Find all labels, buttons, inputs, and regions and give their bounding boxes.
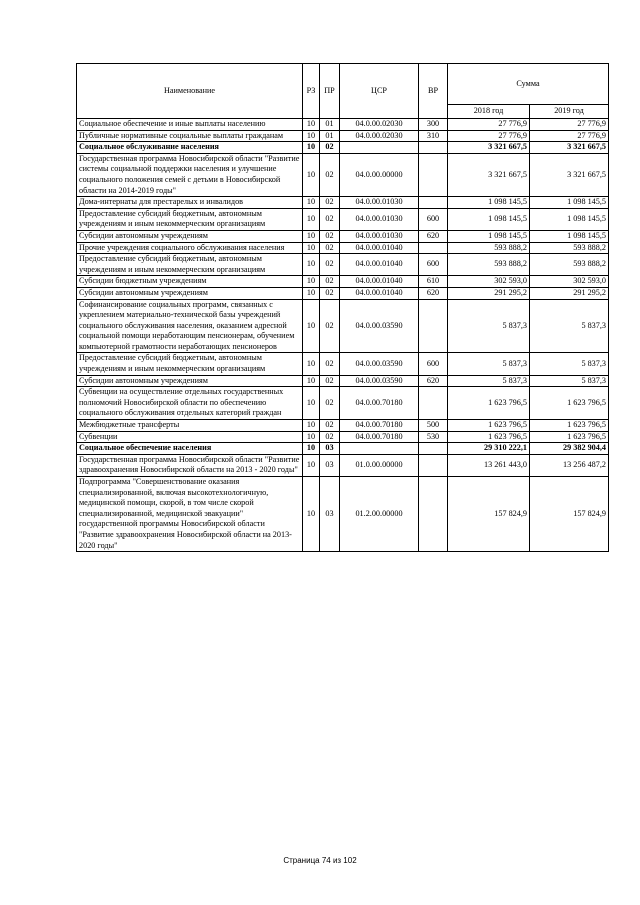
cell-csr: 04.0.00.01040 <box>340 254 419 276</box>
cell-rz: 10 <box>303 454 320 476</box>
cell-pr: 02 <box>320 142 340 154</box>
cell-2018: 1 098 145,5 <box>448 197 530 209</box>
cell-name: Предоставление субсидий бюджетным, автономным учреждениям и иным некоммерческим организациям <box>77 254 303 276</box>
cell-2018: 593 888,2 <box>448 254 530 276</box>
table-row <box>77 142 609 154</box>
cell-vr <box>419 454 448 476</box>
cell-csr: 04.0.00.01030 <box>340 230 419 242</box>
cell-pr: 03 <box>320 477 340 552</box>
cell-pr: 02 <box>320 420 340 432</box>
cell-csr: 01.2.00.00000 <box>340 477 419 552</box>
table-row <box>77 208 609 230</box>
cell-name: Социальное обеспечение и иные выплаты населению <box>77 119 303 131</box>
table-row <box>77 387 609 420</box>
cell-vr <box>419 387 448 420</box>
cell-rz: 10 <box>303 276 320 288</box>
cell-vr: 600 <box>419 208 448 230</box>
cell-pr: 02 <box>320 242 340 254</box>
cell-vr: 600 <box>419 353 448 375</box>
cell-2018: 5 837,3 <box>448 353 530 375</box>
cell-2018: 1 623 796,5 <box>448 420 530 432</box>
cell-vr <box>419 443 448 455</box>
cell-2019: 593 888,2 <box>530 254 609 276</box>
header-sum: Сумма <box>448 64 609 105</box>
table-row <box>77 276 609 288</box>
table-row <box>77 477 609 552</box>
header-csr: ЦСР <box>340 64 419 119</box>
budget-table <box>76 63 609 552</box>
header-vr: ВР <box>419 64 448 119</box>
cell-pr: 03 <box>320 443 340 455</box>
cell-pr: 02 <box>320 197 340 209</box>
cell-2018: 302 593,0 <box>448 276 530 288</box>
cell-2019: 3 321 667,5 <box>530 142 609 154</box>
table-row <box>77 420 609 432</box>
cell-name: Субсидии автономным учреждениям <box>77 230 303 242</box>
cell-csr: 04.0.00.70180 <box>340 420 419 432</box>
cell-csr: 04.0.00.70180 <box>340 431 419 443</box>
cell-rz: 10 <box>303 375 320 387</box>
cell-2018: 29 310 222,1 <box>448 443 530 455</box>
cell-pr: 02 <box>320 276 340 288</box>
cell-name: Софинансирование социальных программ, связанных с укреплением материально-технической базы учреждений социального обслуживания населения, оказанием адресной социальной помощи неработающим пенсионерам, обучением компьютерной грамотности неработающих пенсионеров <box>77 299 303 353</box>
cell-2018: 593 888,2 <box>448 242 530 254</box>
cell-name: Государственная программа Новосибирской области "Развитие системы социальной поддержки населения и улучшение социального положения семей с детьми в Новосибирской области на 2014-2019 годы" <box>77 153 303 196</box>
cell-2018: 291 295,2 <box>448 287 530 299</box>
cell-2019: 1 098 145,5 <box>530 230 609 242</box>
cell-vr <box>419 153 448 196</box>
cell-name: Субвенции на осуществление отдельных государственных полномочий Новосибирской области по обеспечению социального обслуживания отдельных категорий граждан <box>77 387 303 420</box>
cell-2018: 1 098 145,5 <box>448 208 530 230</box>
cell-2018: 1 623 796,5 <box>448 431 530 443</box>
cell-name: Подпрограмма "Совершенствование оказания специализированной, включая высокотехнологичную, медицинской помощи, скорой, в том числе скорой специализированной, медицинской эвакуации" государственной программы Новосибирской области "Развитие здравоохранения Новосибирской области на 2013-2020 годы" <box>77 477 303 552</box>
cell-csr: 04.0.00.01040 <box>340 242 419 254</box>
cell-pr: 02 <box>320 287 340 299</box>
cell-csr: 04.0.00.02030 <box>340 130 419 142</box>
cell-2019: 291 295,2 <box>530 287 609 299</box>
cell-2018: 1 098 145,5 <box>448 230 530 242</box>
cell-2018: 5 837,3 <box>448 299 530 353</box>
cell-2019: 13 256 487,2 <box>530 454 609 476</box>
cell-name: Предоставление субсидий бюджетным, автономным учреждениям и иным некоммерческим организациям <box>77 353 303 375</box>
table-row <box>77 443 609 455</box>
cell-2019: 29 382 904,4 <box>530 443 609 455</box>
cell-2019: 5 837,3 <box>530 353 609 375</box>
cell-2019: 27 776,9 <box>530 119 609 131</box>
cell-rz: 10 <box>303 242 320 254</box>
cell-vr <box>419 142 448 154</box>
cell-csr: 04.0.00.02030 <box>340 119 419 131</box>
cell-csr: 04.0.00.01030 <box>340 208 419 230</box>
header-rz: РЗ <box>303 64 320 119</box>
cell-pr: 02 <box>320 353 340 375</box>
cell-csr: 04.0.00.01040 <box>340 287 419 299</box>
cell-name: Предоставление субсидий бюджетным, автономным учреждениям и иным некоммерческим организациям <box>77 208 303 230</box>
cell-rz: 10 <box>303 353 320 375</box>
cell-csr: 04.0.00.00000 <box>340 153 419 196</box>
header-pr: ПР <box>320 64 340 119</box>
header-year-2018: 2018 год <box>448 105 530 119</box>
cell-rz: 10 <box>303 431 320 443</box>
cell-rz: 10 <box>303 287 320 299</box>
cell-csr: 04.0.00.70180 <box>340 387 419 420</box>
cell-csr: 04.0.00.03590 <box>340 375 419 387</box>
cell-vr <box>419 299 448 353</box>
cell-2018: 3 321 667,5 <box>448 142 530 154</box>
cell-csr: 04.0.00.01030 <box>340 197 419 209</box>
cell-csr <box>340 443 419 455</box>
table-row <box>77 197 609 209</box>
cell-name: Дома-интернаты для престарелых и инвалидов <box>77 197 303 209</box>
table-row <box>77 375 609 387</box>
cell-2019: 27 776,9 <box>530 130 609 142</box>
cell-2018: 27 776,9 <box>448 130 530 142</box>
cell-vr: 620 <box>419 287 448 299</box>
table-row <box>77 287 609 299</box>
cell-pr: 02 <box>320 230 340 242</box>
cell-csr: 01.0.00.00000 <box>340 454 419 476</box>
cell-vr: 600 <box>419 254 448 276</box>
cell-vr: 300 <box>419 119 448 131</box>
cell-2019: 1 623 796,5 <box>530 387 609 420</box>
cell-pr: 02 <box>320 431 340 443</box>
table-row <box>77 299 609 353</box>
cell-2018: 27 776,9 <box>448 119 530 131</box>
cell-rz: 10 <box>303 130 320 142</box>
header-year-2019: 2019 год <box>530 105 609 119</box>
cell-rz: 10 <box>303 299 320 353</box>
table-row <box>77 431 609 443</box>
cell-pr: 02 <box>320 299 340 353</box>
cell-2019: 1 098 145,5 <box>530 208 609 230</box>
cell-csr <box>340 142 419 154</box>
cell-name: Государственная программа Новосибирской области "Развитие здравоохранения Новосибирской области на 2013 - 2020 годы" <box>77 454 303 476</box>
cell-pr: 02 <box>320 208 340 230</box>
cell-pr: 02 <box>320 387 340 420</box>
cell-name: Субвенции <box>77 431 303 443</box>
cell-name: Публичные нормативные социальные выплаты гражданам <box>77 130 303 142</box>
cell-rz: 10 <box>303 208 320 230</box>
cell-name: Субсидии автономным учреждениям <box>77 287 303 299</box>
cell-name: Социальное обслуживание населения <box>77 142 303 154</box>
cell-2019: 1 623 796,5 <box>530 431 609 443</box>
cell-pr: 02 <box>320 153 340 196</box>
cell-vr: 500 <box>419 420 448 432</box>
cell-vr: 310 <box>419 130 448 142</box>
cell-rz: 10 <box>303 142 320 154</box>
cell-2018: 3 321 667,5 <box>448 153 530 196</box>
table-row <box>77 254 609 276</box>
cell-2019: 5 837,3 <box>530 375 609 387</box>
cell-vr <box>419 197 448 209</box>
table-row <box>77 130 609 142</box>
table-row <box>77 119 609 131</box>
cell-name: Субсидии бюджетным учреждениям <box>77 276 303 288</box>
cell-pr: 03 <box>320 454 340 476</box>
cell-pr: 01 <box>320 130 340 142</box>
cell-vr <box>419 242 448 254</box>
table-row <box>77 230 609 242</box>
cell-rz: 10 <box>303 420 320 432</box>
cell-rz: 10 <box>303 443 320 455</box>
cell-name: Прочие учреждения социального обслуживания населения <box>77 242 303 254</box>
cell-vr: 530 <box>419 431 448 443</box>
cell-2019: 302 593,0 <box>530 276 609 288</box>
cell-2019: 3 321 667,5 <box>530 153 609 196</box>
cell-csr: 04.0.00.03590 <box>340 353 419 375</box>
cell-rz: 10 <box>303 119 320 131</box>
cell-csr: 04.0.00.01040 <box>340 276 419 288</box>
cell-rz: 10 <box>303 387 320 420</box>
cell-rz: 10 <box>303 230 320 242</box>
cell-rz: 10 <box>303 197 320 209</box>
cell-2018: 1 623 796,5 <box>448 387 530 420</box>
cell-pr: 01 <box>320 119 340 131</box>
cell-vr: 620 <box>419 375 448 387</box>
cell-csr: 04.0.00.03590 <box>340 299 419 353</box>
cell-2018: 5 837,3 <box>448 375 530 387</box>
page-footer: Страница 74 из 102 <box>283 856 357 865</box>
table-row <box>77 454 609 476</box>
cell-2019: 1 623 796,5 <box>530 420 609 432</box>
header-name: Наименование <box>77 64 303 119</box>
cell-2018: 157 824,9 <box>448 477 530 552</box>
cell-pr: 02 <box>320 375 340 387</box>
cell-vr: 610 <box>419 276 448 288</box>
cell-name: Социальное обеспечение населения <box>77 443 303 455</box>
cell-rz: 10 <box>303 254 320 276</box>
table-row <box>77 242 609 254</box>
cell-vr <box>419 477 448 552</box>
cell-2019: 593 888,2 <box>530 242 609 254</box>
cell-name: Субсидии автономным учреждениям <box>77 375 303 387</box>
table-row <box>77 153 609 196</box>
cell-rz: 10 <box>303 153 320 196</box>
cell-pr: 02 <box>320 254 340 276</box>
cell-name: Межбюджетные трансферты <box>77 420 303 432</box>
cell-2018: 13 261 443,0 <box>448 454 530 476</box>
cell-2019: 1 098 145,5 <box>530 197 609 209</box>
cell-rz: 10 <box>303 477 320 552</box>
cell-2019: 5 837,3 <box>530 299 609 353</box>
cell-2019: 157 824,9 <box>530 477 609 552</box>
cell-vr: 620 <box>419 230 448 242</box>
table-row <box>77 353 609 375</box>
